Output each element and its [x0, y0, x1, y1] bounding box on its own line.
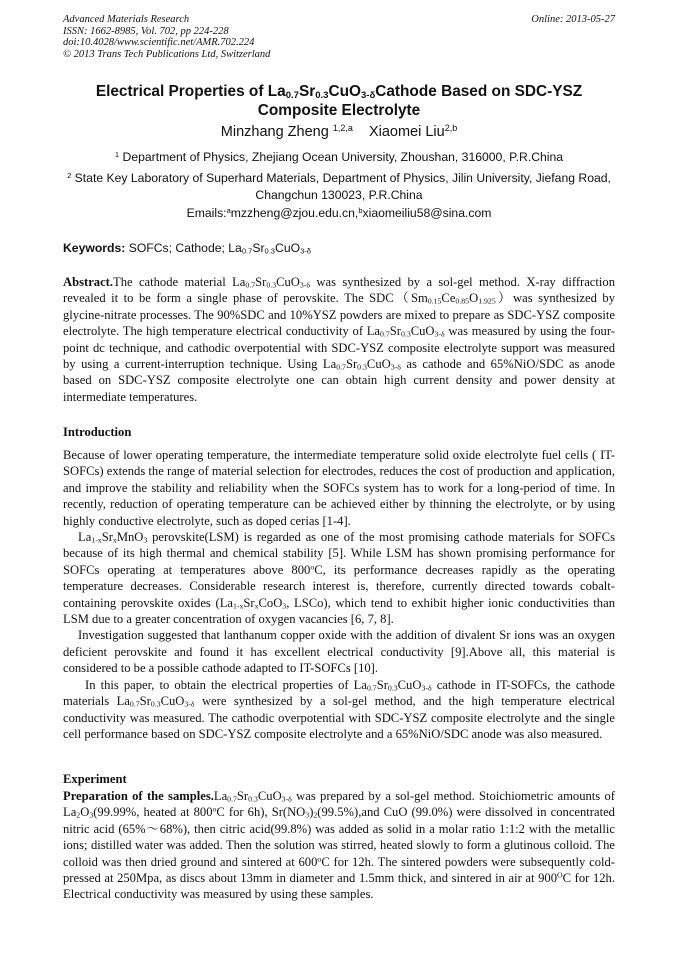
emails: Emails:$^a$mzzheng@zjou.edu.cn,$^b$xiaomeiliu58@sina.com: [186, 205, 492, 220]
introduction-body: [63, 447, 615, 742]
paragraph: Investigation suggested that lanthanum copper oxide with the addition of divalent Sr ions was an oxygen deficient perovskite and found it has excellent electrical conductivity [9].Above all, this material is considered to be a possible cathode adapted to IT-SOFCs [10].: [63, 628, 615, 676]
paragraph: Preparation of the $samples.La_{0.7}Sr_{0.3}CuO_{3-\delta}$ was prepared by a sol-gel method. Stoichiometric amounts of $La_2O_3(99.99\%$, heated at 800$^o$C for 6h), $Sr(NO_3)_2(99.5\%),and$ CuO (99.0%) were dissolved in concentrated nitric acid (65%～68%), then citric acid(99.8%) was added as solid in a molar ratio 1:1:2 with the metallic ions; distilled water was added. Then the solution was stirred, heated slowly to form a glutinous colloid. The colloid was then dried ground and sintered at 600$^o$C for 12h. The sintered powders were subsequently cold-pressed at 250Mpa, as discs about 13mm in diameter and 1.5mm thick, and sintered in air at $900^OC$ for 12h. Electrical conductivity was measured by using these samples.: [63, 789, 616, 902]
paragraph: Because of lower operating temperature, the intermediate temperature solid oxide electrolyte fuel cells ( IT-SOFCs) extends the range of material selection for electrodes, reduces the cost of production and application, and improve the stability and reliability when the SOFCs system has to work for a long-period of time. In recently, reduction of operating temperature can be achieved either by thinning the electrolyte, or by using highly conductive electrolyte, such as doped cerias [1-4].: [63, 448, 615, 528]
authors: Minzhang Zheng $^{1,2,a}$ Xiaomei Liu$^{2,b}$: [220, 123, 458, 140]
online-date: Online: 2013-05-27: [531, 14, 615, 25]
author-name: Minzhang Zheng: [220, 124, 333, 140]
email-b[interactable]: xiaomeiliu58@sina.com: [362, 206, 492, 220]
paper-title: Electrical Properties of $La_{0.7}Sr_{0.3}CuO_{3-\delta}Cathode$ Based on SDC-YSZ Composite Electrolyte: [95, 83, 583, 119]
paragraph: $La_{1-x}Sr_xMnO_3$ perovskite(LSM) is regarded as one of the most promising cathode materials for SOFCs because of its high thermal and chemical stability [5]. While LSM has shown promising performance for SOFCs operating at temperatures above 800$^o$C, its performance decreases rapidly as the operating temperature decreases. Considerable research interest is, therefore, currently directed towards cobalt-containing perovskite oxides ($La_{1-x}Sr_xCoO_3$, LSCo), which tend to exhibit higher ionic conductivities than LSM due to a greater concentration of oxygen vacancies [6, 7, 8].: [63, 530, 615, 627]
journal-header: [63, 14, 615, 60]
affiliation-1: $^1$ Department of Physics, Zhejiang Ocean University, Zhoushan, 316000, P.R.China: [114, 149, 564, 164]
doi: doi:10.4028/www.scientific.net/AMR.702.224: [63, 37, 255, 49]
experiment-body: [63, 788, 615, 903]
email-a[interactable]: mzzheng@zjou.edu.cn,: [230, 206, 359, 220]
author-name: Xiaomei Liu: [368, 124, 445, 140]
keywords: Keywords: SOFCs; Cathode; $La_{0.7}Sr_{0.3}CuO_{3-\delta}$: [63, 241, 311, 256]
paragraph: In this paper, to obtain the electrical properties of $La_{0.7}Sr_{0.3}CuO_{3-\delta}$ cathode in IT-SOFCs, the cathode materials $La_{0.7}Sr_{0.3}CuO_{3-\delta}$ were synthesized by a sol-gel method, and the high temperature electrical conductivity was measured. The cathodic overpotential with SDC-YSZ composite electrolyte and the single cell performance based on SDC-YSZ composite electrolyte and a 65%NiO/SDC anode was also measured.: [63, 677, 616, 741]
section-heading-introduction: Introduction: [63, 425, 132, 439]
journal-name: Advanced Materials Research: [63, 14, 190, 25]
abstract: Abstract.The cathode material $La_{0.7}Sr_{0.3}CuO_{3-\delta}$ was synthesized by a sol-gel method. X-ray diffraction revealed it to be form a single phase of perovskite. The $SDC(Sm_{0.15}Ce_{0.85}O_{1.925})was$ synthesized by glycine-nitrate processes. The 90%SDC and 10%YSZ powders are mixed to prepare as SDC-YSZ composite electrolyte. The high temperature electrical conductivity of $La_{0.7}Sr_{0.3}CuO_{3-\delta}$ was measured by using the four-point dc technique, and cathodic overpotential with SDC-YSZ composite electrolyte support was measured by using a current-interruption technique. Using $La_{0.7}Sr_{0.3}CuO_{3-\delta}$ as cathode and 65%NiO/SDC as anode based on SDC-YSZ composite electrolyte one can obtain high current density and power density at intermediate temperatures.: [63, 275, 616, 404]
copyright: © 2013 Trans Tech Publications Ltd, Switzerland: [63, 48, 271, 60]
issn: ISSN: 1662-8985, Vol. 702, pp 224-228: [63, 25, 229, 37]
affiliation-2: $^2$ State Key Laboratory of Superhard Materials, Department of Physics, Jilin University, Jiefang Road, Changchun 130023, P.R.China: [67, 170, 611, 202]
section-heading-experiment: Experiment: [63, 772, 127, 786]
